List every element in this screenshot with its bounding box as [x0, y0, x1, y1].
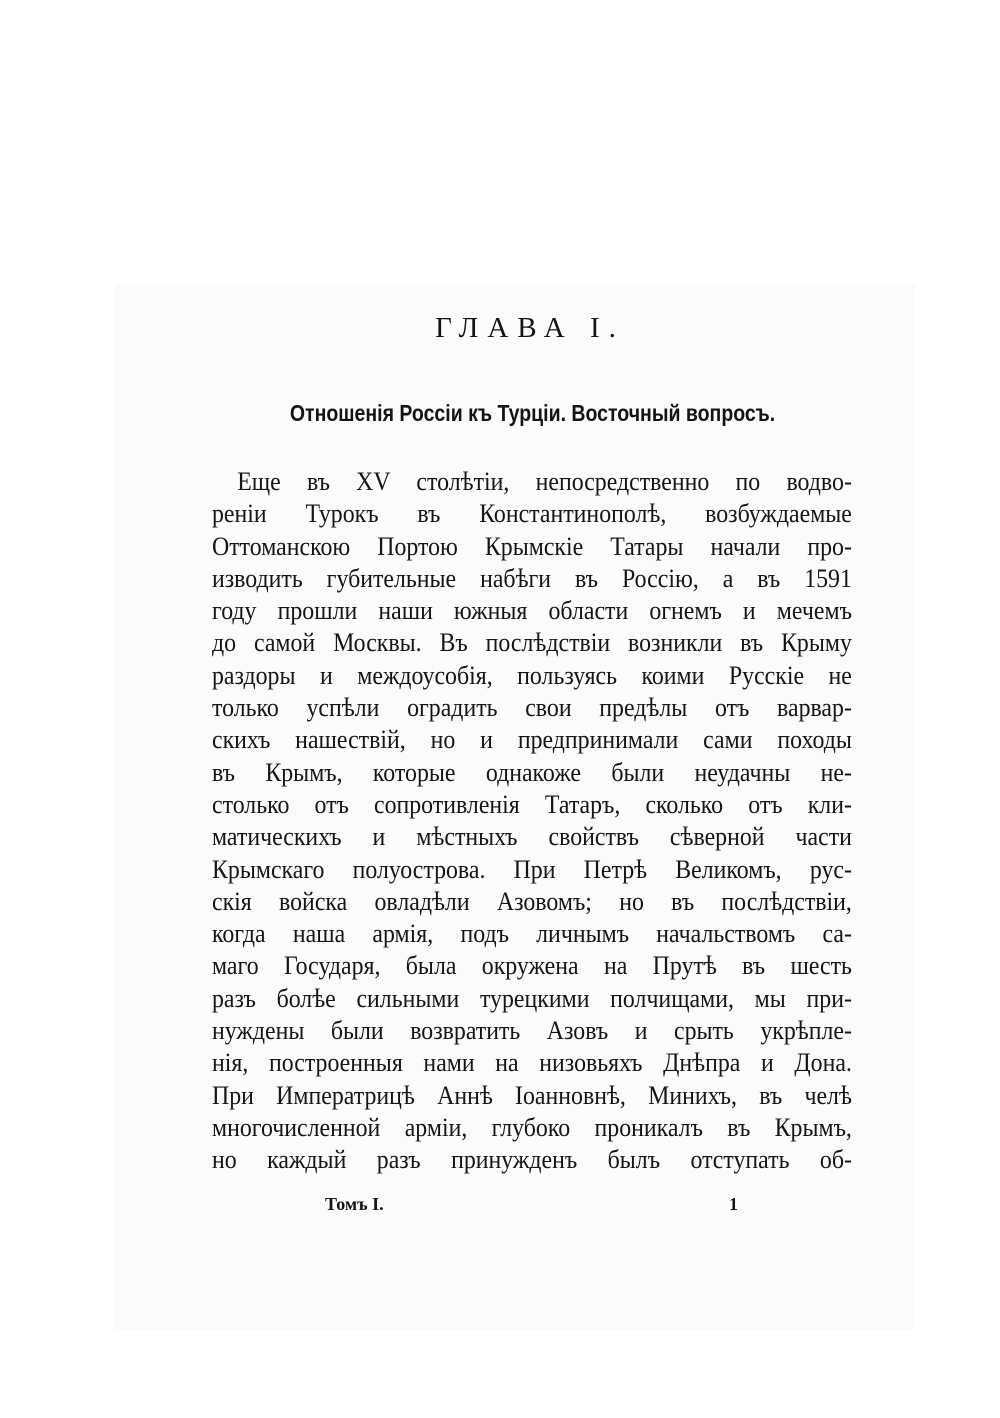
text-line: маго Государя, была окружена на Прутѣ въ шесть	[212, 950, 852, 981]
volume-label: Томъ I.	[325, 1194, 384, 1214]
text-line: скихъ нашествій, но и предпринимали сами походы	[212, 724, 852, 755]
text-line: Оттоманскою Портою Крымскіе Татары начали про-	[212, 530, 852, 561]
text-line: изводить губительные набѣги въ Россію, а въ 1591	[212, 562, 852, 593]
text-line: въ Крымъ, которые однакоже были неудачны не-	[212, 756, 852, 787]
text-line: При Императрицѣ Аннѣ Іоанновнѣ, Минихъ, въ челѣ	[212, 1079, 852, 1110]
text-line: матическихъ и мѣстныхъ свойствъ сѣверной части	[212, 821, 852, 852]
text-line: Крымскаго полуострова. При Петрѣ Великомъ, рус-	[212, 853, 852, 884]
text-line: многочисленной арміи, глубоко проникалъ въ Крымъ,	[212, 1111, 852, 1142]
text-line: только успѣли оградить свои предѣлы отъ варвар-	[212, 692, 852, 723]
text-line: столько отъ сопротивленія Татаръ, сколько отъ кли-	[212, 788, 852, 819]
text-line: раздоры и междоусобія, пользуясь коими Русскіе не	[212, 659, 852, 690]
chapter-heading: ГЛАВА I.	[435, 312, 625, 344]
text-line: реніи Турокъ въ Константинополѣ, возбуждаемые	[212, 498, 852, 529]
text-line: нія, построенныя нами на низовьяхъ Днѣпра и Дона.	[212, 1047, 852, 1078]
text-line: но каждый разъ принужденъ былъ отступать об-	[212, 1144, 852, 1175]
signature-mark: 1	[729, 1194, 738, 1214]
text-line: Еще въ XV столѣтіи, непосредственно по водво-	[237, 466, 852, 496]
text-line: году прошли наши южныя области огнемъ и мечемъ	[212, 595, 852, 626]
text-line: когда наша армія, подъ личнымъ начальствомъ са-	[212, 918, 852, 949]
text-line: разъ болѣе сильными турецкими полчищами, мы при-	[212, 982, 852, 1013]
body-text	[212, 465, 852, 1176]
text-line: нуждены были возвратить Азовъ и срыть укрѣпле-	[212, 1015, 852, 1046]
chapter-title: Отношенія Россіи къ Турціи. Восточный вопросъ.	[289, 400, 776, 426]
text-line: до самой Москвы. Въ послѣдствіи возникли въ Крыму	[212, 627, 852, 658]
text-line: скія войска овладѣли Азовомъ; но въ послѣдствіи,	[212, 885, 852, 916]
